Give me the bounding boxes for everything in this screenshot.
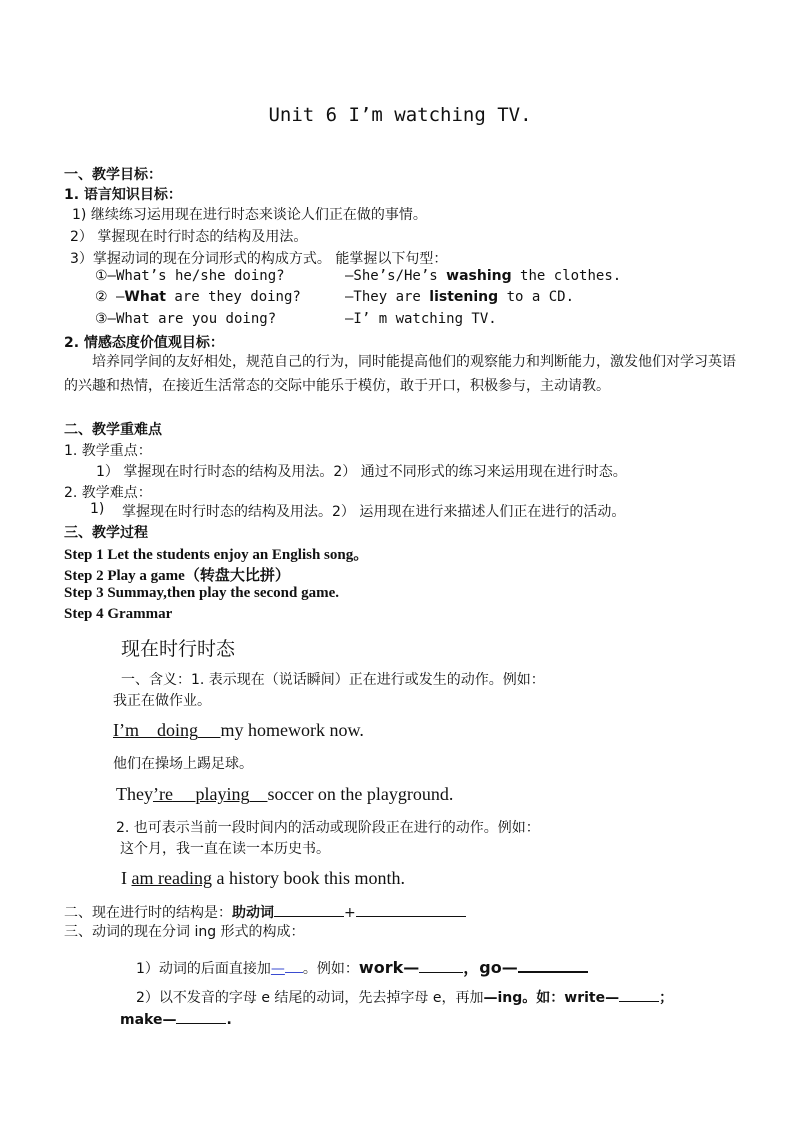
form-heading: 三、动词的现在分词 ing 形式的构成： [64,924,305,940]
rule2-blank-make[interactable] [176,1009,226,1024]
goal-item-2: 2） 掌握现在时行时态的结构及用法。 [70,229,308,245]
example-2-sentence: They’re playing soccer on the playground. [116,784,454,804]
section3-heading: 三、教学过程 [64,525,148,541]
structure-line: 二、现在进行时的结构是：助动词 + [64,902,466,922]
step-2: Step 2 Play a game（转盘大比拼） [64,568,290,584]
rule1-blank-ing[interactable] [285,958,303,973]
difficulty-number: 1) [90,501,105,517]
rule1-blank-work[interactable] [419,958,463,973]
meaning-1: 一、含义：1. 表示现在（说话瞬间）正在进行或发生的动作。例如： [121,672,545,688]
focus-text: 1） 掌握现在时行时态的结构及用法。2） 通过不同形式的练习来运用现在进行时态。 [96,464,627,480]
section1-heading: 一、教学目标： [64,167,162,183]
pattern-2-answer: —They are listening to a CD. [345,289,575,305]
step-4: Step 4 Grammar [64,606,173,622]
step-1: Step 1 Let the students enjoy an English song。 [64,547,369,563]
page-title: Unit 6 I’m watching TV. [268,104,532,126]
example-1-sentence: I’m doing my homework now. [113,720,364,740]
rule-1: 1）动词的后面直接加— 。例如：work— ，go— [136,955,588,978]
emotion-goal-heading: 2. 情感态度价值观目标： [64,335,224,351]
example-1-chinese: 我正在做作业。 [113,693,211,709]
goal-item-1: 1) 继续练习运用现在进行时态来谈论人们正在做的事情。 [72,207,427,223]
rule-2-continued: make— . [120,1009,232,1028]
example-3-sentence: I am reading a history book this month. [121,868,405,888]
difficulty-label: 2. 教学难点： [64,485,152,501]
emotion-goal-paragraph: 培养同学间的友好相处，规范自己的行为，同时能提高他们的观察能力和判断能力，激发他们对学习英语的兴趣和热情，在接近生活常态的交际中能乐于模仿，敢于开口，积极参与，主动请教。 [64,354,736,394]
structure-blank-1[interactable] [274,902,344,917]
section2-heading: 二、教学重难点 [64,422,162,438]
pattern-3-answer: —I’ m watching TV. [345,311,497,327]
step-3: Step 3 Summay,then play the second game. [64,585,340,601]
pattern-2-question: ② —What are they doing? [95,289,301,305]
meaning-2: 2. 也可表示当前一段时间内的活动或现阶段正在进行的动作。例如： [116,820,540,836]
rule-2: 2）以不发音的字母 e 结尾的动词，先去掉字母 e，再加—ing。如：write— ； [136,987,673,1007]
language-goal-heading: 1. 语言知识目标： [64,187,182,203]
pattern-1-answer: —She’s/He’s washing the clothes. [345,268,622,284]
rule2-blank-write[interactable] [619,987,659,1002]
goal-item-3: 3）掌握动词的现在分词形式的构成方式。 能掌握以下句型： [70,251,448,267]
example-2-chinese: 他们在操场上踢足球。 [113,756,253,772]
example-3-chinese: 这个月，我一直在读一本历史书。 [120,841,330,857]
pattern-3-question: ③—What are you doing? [95,311,277,327]
structure-blank-2[interactable] [356,902,466,917]
difficulty-text: 掌握现在时行时态的结构及用法。2） 运用现在进行来描述人们正在进行的活动。 [122,504,626,520]
pattern-1-question: ①—What’s he/she doing? [95,268,285,284]
grammar-title: 现在时行时态 [121,638,236,660]
focus-label: 1. 教学重点： [64,443,152,459]
rule1-blank-go[interactable] [518,957,588,973]
